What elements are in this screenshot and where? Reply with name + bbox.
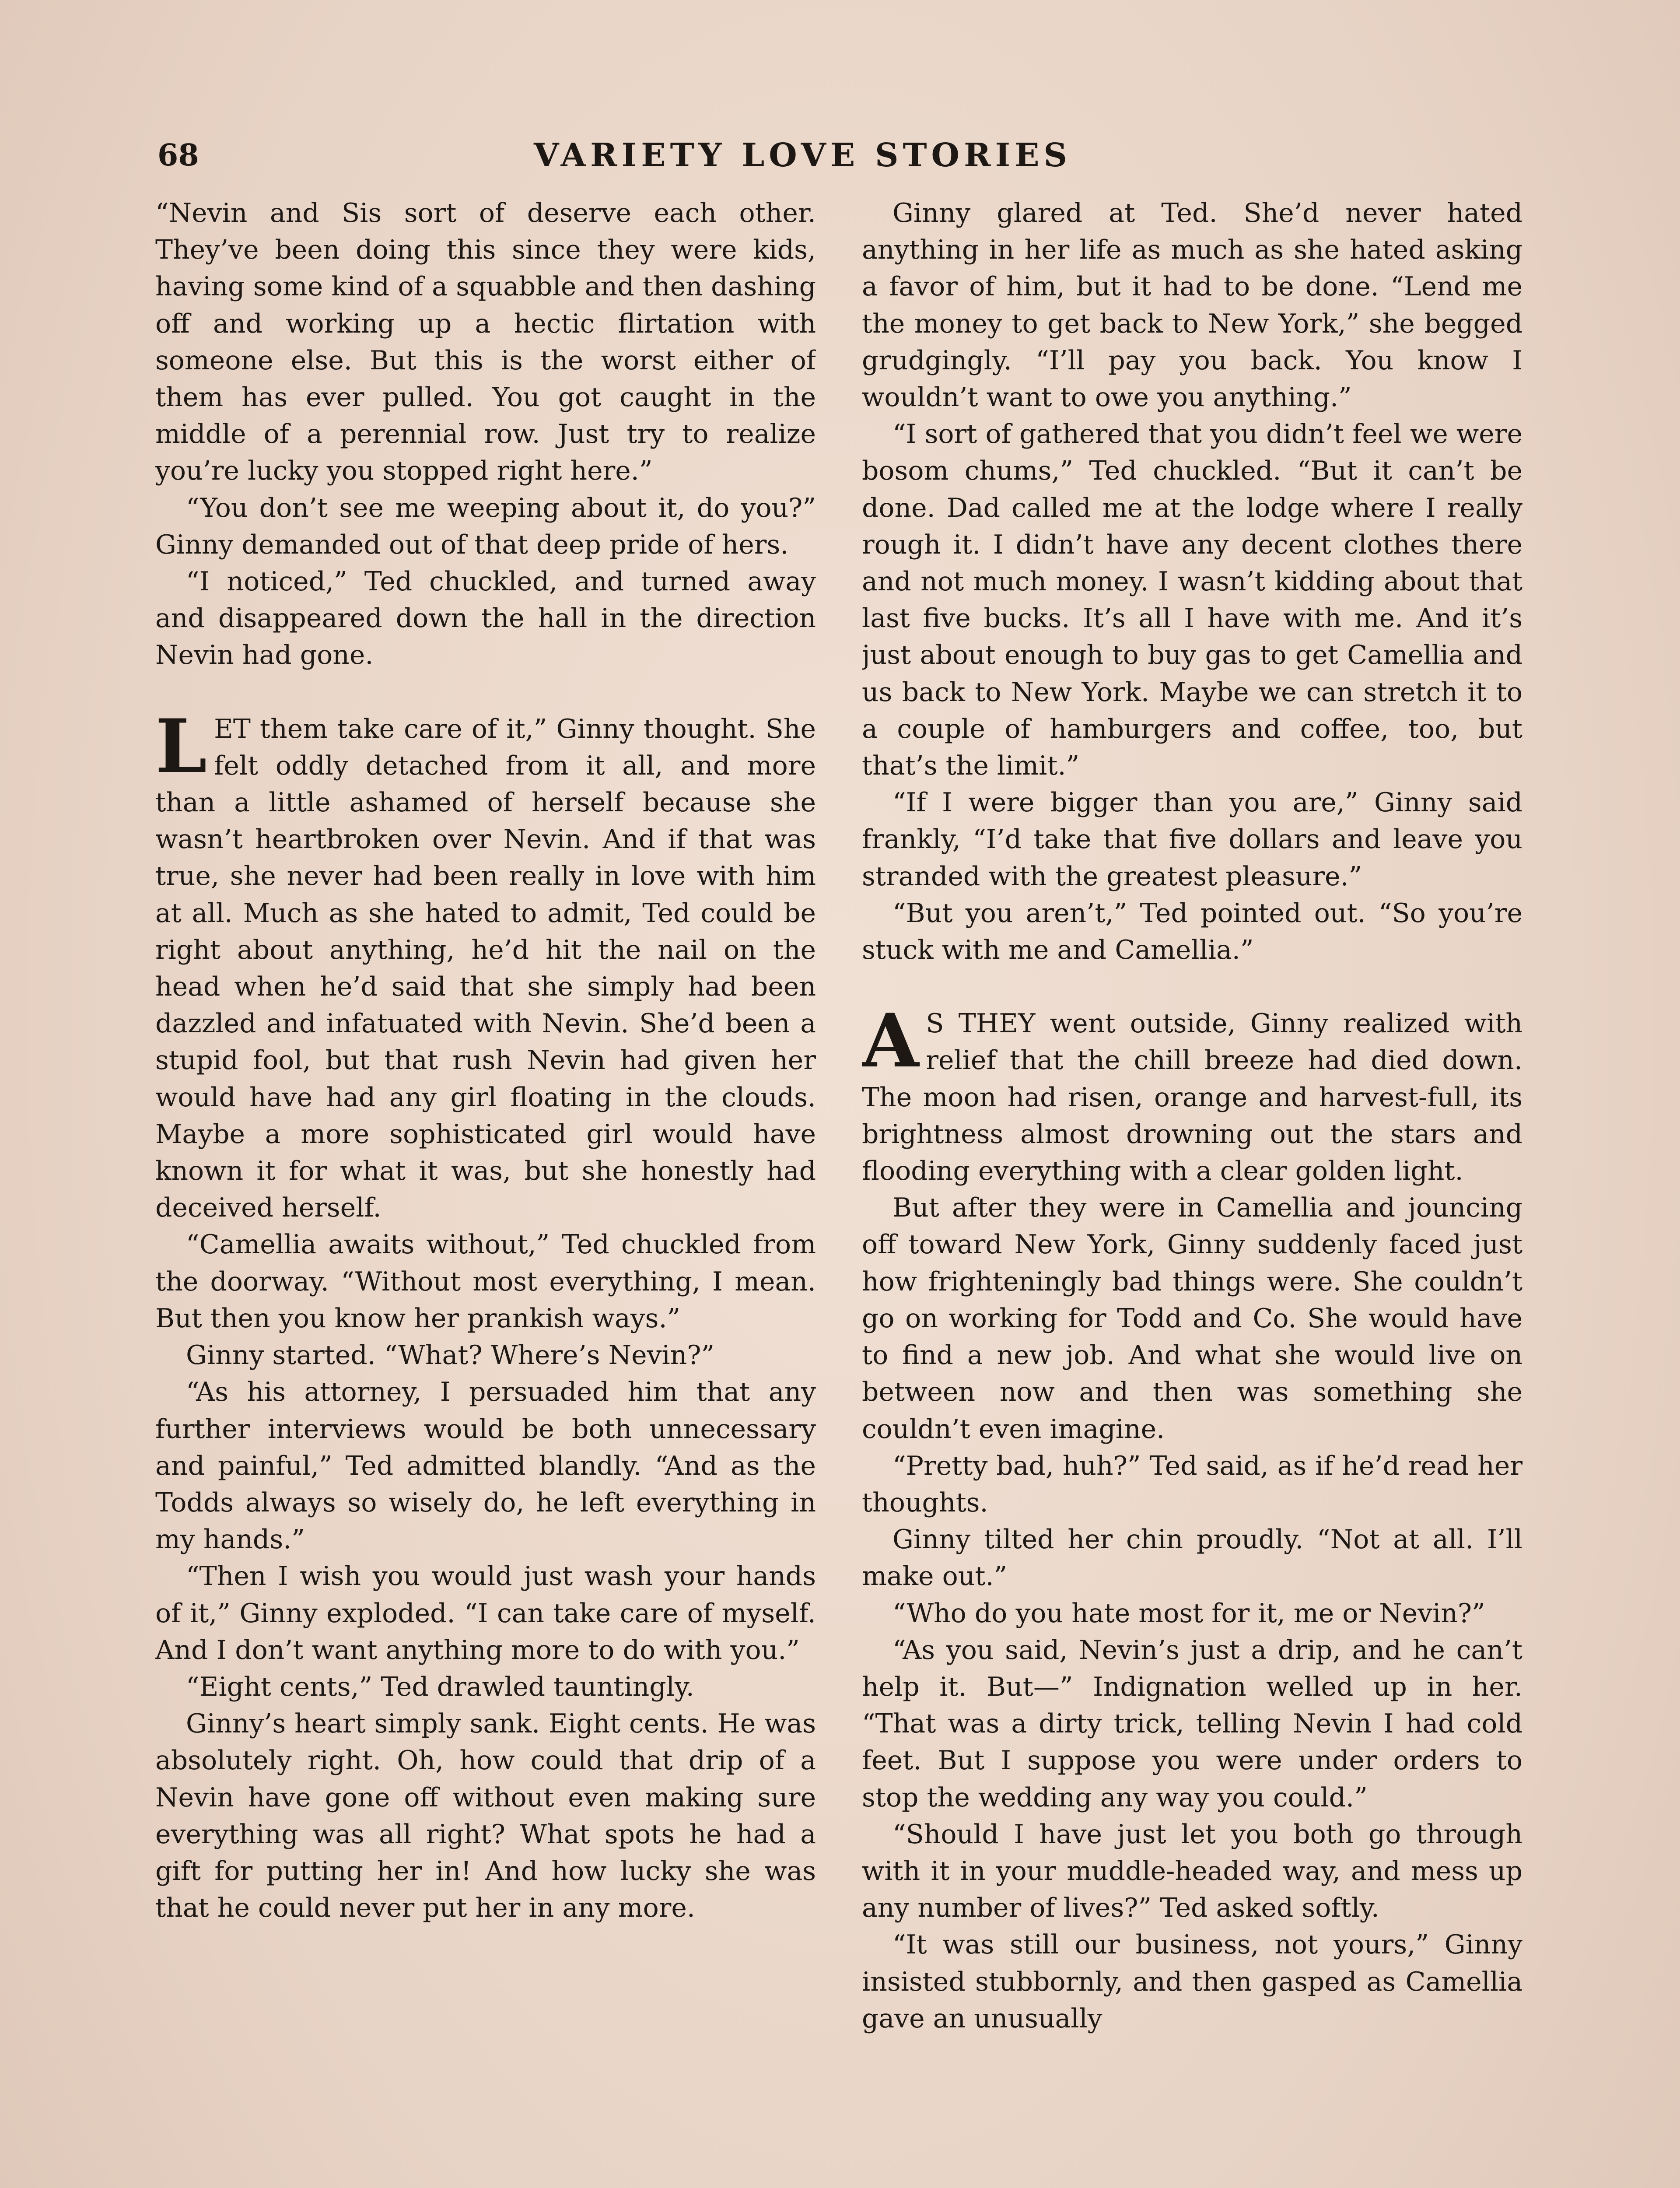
paragraph: Ginny tilted her chin proudly. “Not at all. I’ll make out.” <box>862 1524 1522 1592</box>
paragraph-text: S THEY went outside, Ginny realized with relief that the chill breeze had died down. The moon had risen, orange and harvest-full, its brightness almost drowning out the stars and flooding everything with a clear golden light. <box>862 1008 1522 1187</box>
paragraph: Ginny started. “What? Where’s Nevin?” <box>186 1340 715 1371</box>
section-paragraph <box>862 997 1522 1189</box>
paragraph: “I noticed,” Ted chuckled, and turned away and disappeared down the hall in the direction Nevin had gone. <box>155 566 816 671</box>
paragraph: “I sort of gathered that you didn’t feel we were bosom chums,” Ted chuckled. “But it can’t be done. Dad called me at the lodge where I really rough it. I didn’t have any decent clothes there and not much money. I wasn’t kidding about that last five bucks. It’s all I have with me. And it’s just about enough to buy gas to get Camellia and us back to New York. Maybe we can stretch it to a couple of hamburgers and coffee, too, but that’s the limit.” <box>862 419 1522 782</box>
paragraph: “But you aren’t,” Ted pointed out. “So you’re stuck with me and Camellia.” <box>862 898 1522 966</box>
running-title: VARIETY LOVE STORIES <box>534 137 1071 174</box>
left-column <box>155 195 816 2188</box>
paragraph: “Who do you hate most for it, me or Nevin?” <box>892 1598 1485 1629</box>
paragraph: “Camellia awaits without,” Ted chuckled from the doorway. “Without most everything, I mean. But then you know her prankish ways.” <box>155 1229 816 1334</box>
page-header <box>158 131 1522 179</box>
paragraph: “As you said, Nevin’s just a drip, and he can’t help it. But—” Indignation welled up in her. “That was a dirty trick, telling Nevin I had cold feet. But I suppose you were under orders to stop the wedding any way you could.” <box>862 1634 1522 1813</box>
paragraph: Ginny glared at Ted. She’d never hated anything in her life as much as she hated asking a favor of him, but it had to be done. “Lend me the money to get back to New York,” she begged grudgingly. “I’ll pay you back. You know I wouldn’t want to owe you anything.” <box>862 198 1522 413</box>
paragraph-text: ET them take care of it,” Ginny thought. She felt oddly detached from it all, and more than a little ashamed of herself because she wasn’t heartbroken over Nevin. And if that was true, she never had been really in love with him at all. Much as she hated to admit, Ted could be right about anything, he’d hit the nail on the head when he’d said that she simply had been dazzled and infatuated with Nevin. She’d been a stupid fool, but that rush Nevin had given her would have had any girl floating in the clouds. Maybe a more sophisticated girl would have known it for what it was, but she honestly had deceived herself. <box>155 713 816 1224</box>
drop-cap: L <box>155 702 207 789</box>
paragraph: But after they were in Camellia and jouncing off toward New York, Ginny suddenly faced just how frighteningly bad things were. She couldn’t go on working for Todd and Co. She would have to find a new job. And what she would live on between now and then was something she couldn’t even imagine. <box>862 1192 1522 1445</box>
paragraph: “You don’t see me weeping about it, do you?” Ginny demanded out of that deep pride of hers. <box>155 492 816 560</box>
page-number: 68 <box>158 138 199 173</box>
drop-cap: A <box>862 997 919 1084</box>
paragraph: Ginny’s heart simply sank. Eight cents. He was absolutely right. Oh, how could that drip of a Nevin have gone off without even making sure everything was all right? What spots he had a gift for putting her in! And how lucky she was that he could never put her in any more. <box>155 1708 816 1924</box>
paragraph: “Eight cents,” Ted drawled tauntingly. <box>186 1671 694 1702</box>
section-paragraph <box>155 702 816 1227</box>
paragraph: “Should I have just let you both go through with it in your muddle-headed way, and mess up any number of lives?” Ted asked softly. <box>862 1819 1522 1924</box>
paragraph: “It was still our business, not yours,” Ginny insisted stubbornly, and then gasped as Camellia gave an unusually <box>862 1929 1522 2034</box>
paragraph: “Nevin and Sis sort of deserve each other. They’ve been doing this since they were kids, having some kind of a squabble and then dashing off and working up a hectic flirtation with someone else. But this is the worst either of them has ever pulled. You got caught in the middle of a perennial row. Just try to realize you’re lucky you stopped right here.” <box>155 198 816 487</box>
paragraph: “Pretty bad, huh?” Ted said, as if he’d read her thoughts. <box>862 1450 1522 1518</box>
paragraph: “As his attorney, I persuaded him that any further interviews would be both unnecessary and painful,” Ted admitted blandly. “And as the Todds always so wisely do, he left everything in my hands.” <box>155 1377 816 1555</box>
right-column <box>862 195 1522 2188</box>
paragraph: “If I were bigger than you are,” Ginny said frankly, “I’d take that five dollars and leave you stranded with the greatest pleasure.” <box>862 787 1522 892</box>
paragraph: “Then I wish you would just wash your hands of it,” Ginny exploded. “I can take care of myself. And I don’t want anything more to do with you.” <box>155 1561 816 1666</box>
